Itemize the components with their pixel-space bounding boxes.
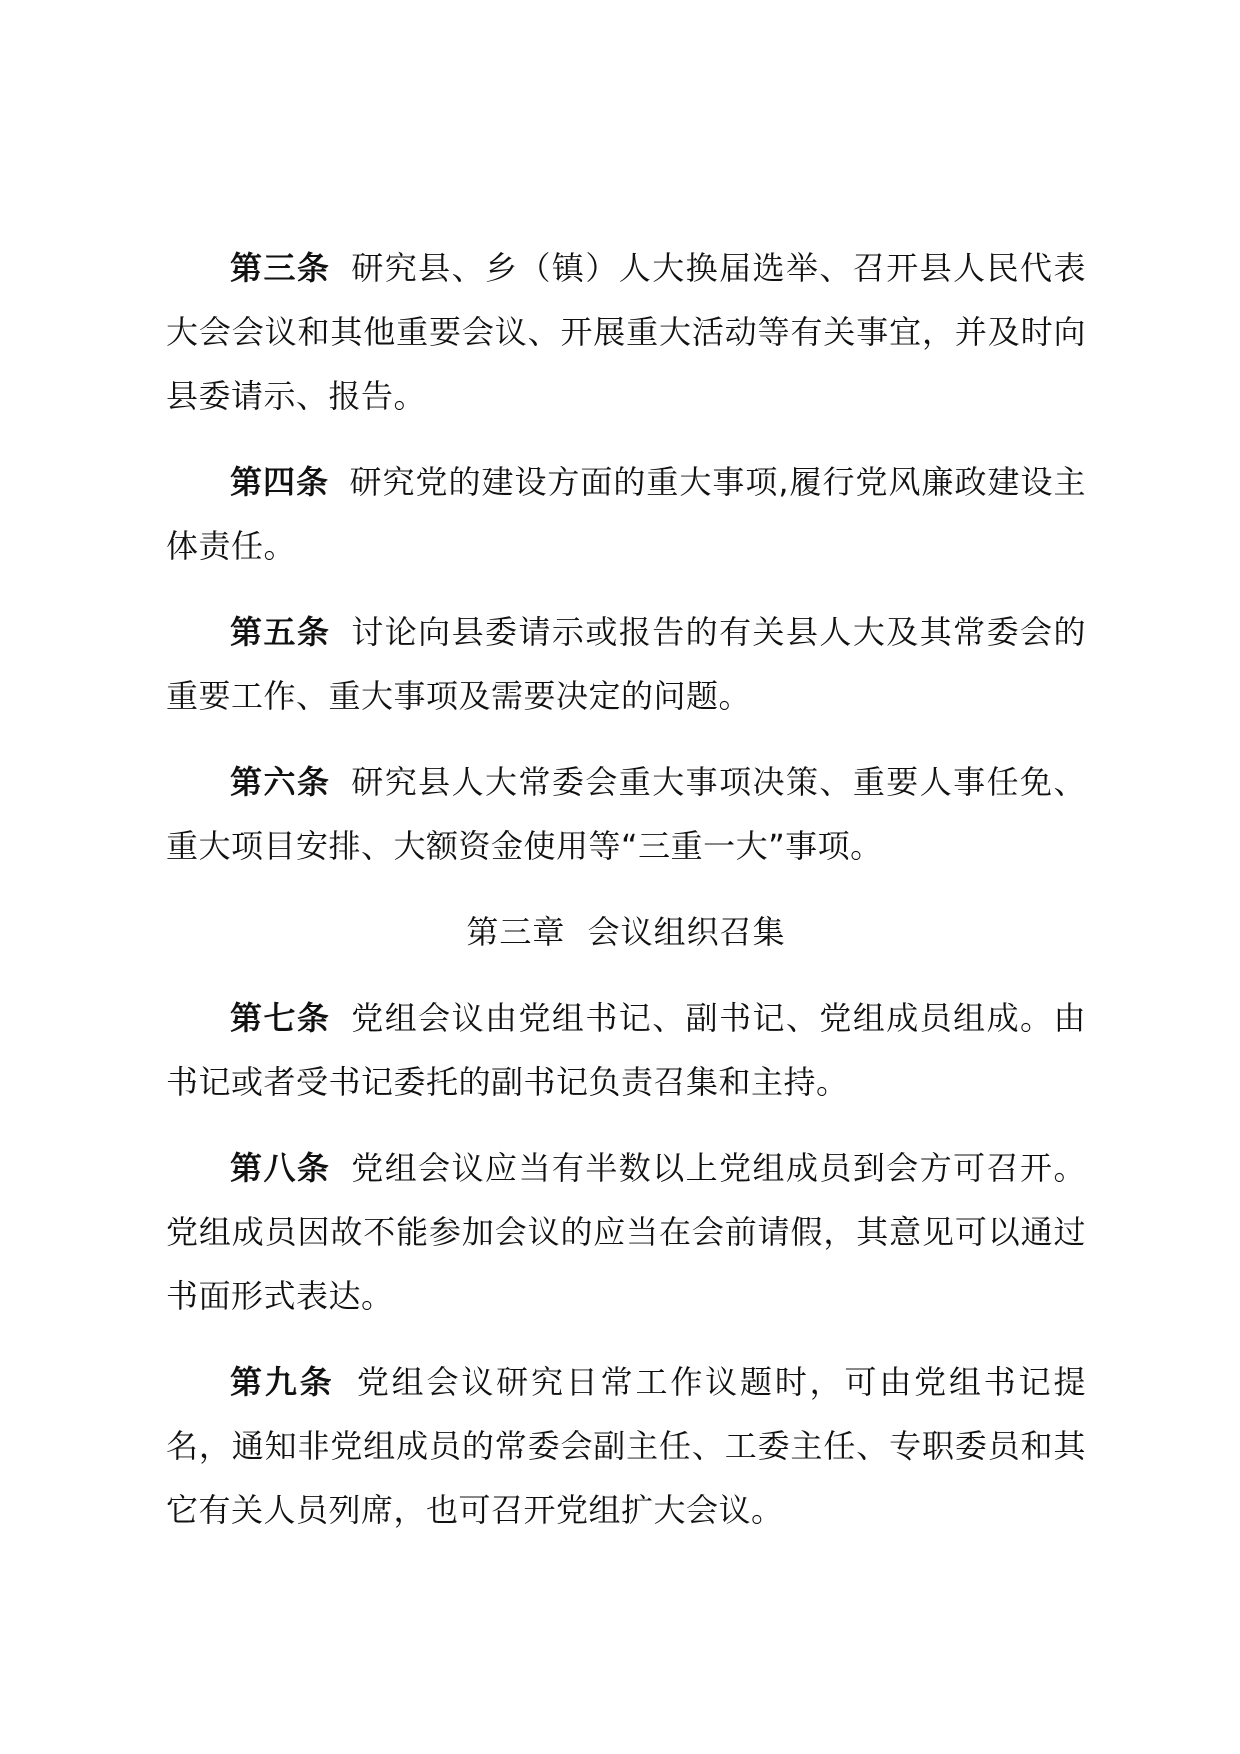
article-label: 第七条 [230,999,331,1037]
article-6 [166,750,1086,878]
article-label: 第五条 [230,613,331,651]
article-label: 第九条 [230,1363,335,1401]
article-text: 研究党的建设方面的重大事项,履行党风廉政建设主体责任。 [166,463,1086,565]
chapter-heading: 第三章 会议组织召集 [466,913,786,951]
article-4 [166,450,1086,578]
article-text: 讨论向县委请示或报告的有关县人大及其常委会的重要工作、重大事项及需要决定的问题。 [166,613,1086,715]
article-text: 党组会议应当有半数以上党组成员到会方可召开。党组成员因故不能参加会议的应当在会前请假，其意见可以通过书面形式表达。 [166,1149,1086,1315]
article-text: 党组会议研究日常工作议题时，可由党组书记提名，通知非党组成员的常委会副主任、工委主任、专职委员和其它有关人员列席，也可召开党组扩大会议。 [166,1363,1086,1529]
article-8 [166,1136,1086,1328]
article-text: 研究县人大常委会重大事项决策、重要人事任免、重大项目安排、大额资金使用等“三重一大”事项。 [166,763,1086,865]
article-text: 党组会议由党组书记、副书记、党组成员组成。由书记或者受书记委托的副书记负责召集和主持。 [166,999,1086,1101]
article-9 [166,1350,1086,1542]
article-label: 第四条 [230,463,329,501]
article-text: 研究县、乡（镇）人大换届选举、召开县人民代表大会会议和其他重要会议、开展重大活动等有关事宜，并及时向县委请示、报告。 [166,249,1086,415]
article-label: 第八条 [230,1149,331,1187]
article-5 [166,600,1086,728]
article-label: 第三条 [230,249,331,287]
article-7 [166,986,1086,1114]
article-3 [166,236,1086,428]
document-body [166,236,1086,1564]
article-label: 第六条 [230,763,331,801]
